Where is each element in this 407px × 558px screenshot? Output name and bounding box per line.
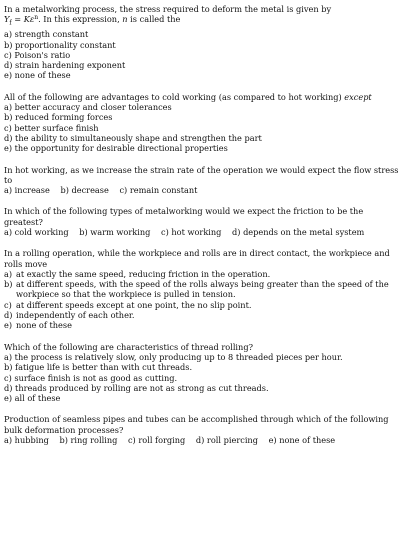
question-7-option-b: b) ring rolling bbox=[59, 435, 118, 446]
question-4-stem: In which of the following types of metalworking would we expect the friction to be the greatest? bbox=[4, 206, 364, 227]
question-1-option-b: b) proportionality constant bbox=[4, 39, 116, 50]
question-2-option-c: c) better surface finish bbox=[4, 122, 99, 133]
question-1 bbox=[4, 4, 402, 81]
question-2-stem bbox=[4, 92, 402, 102]
formula-exponent: n bbox=[34, 14, 39, 22]
question-7-option-a: a) hubbing bbox=[4, 435, 49, 446]
formula-mid: = Kε bbox=[11, 14, 35, 25]
question-5-stem: In a rolling operation, while the workpiece and rolls are in direct contact, the workpiece and rolls move bbox=[4, 248, 390, 269]
question-6-option-c: c) surface finish is not as good as cutting. bbox=[4, 372, 178, 383]
question-5-option-d bbox=[4, 310, 402, 320]
question-2-option-e: e) the opportunity for desirable directional properties bbox=[4, 143, 228, 154]
question-2-option-a: a) better accuracy and closer tolerances bbox=[4, 102, 172, 113]
question-6-option-e: e) all of these bbox=[4, 393, 61, 404]
option-text: at exactly the same speed, reducing friction in the operation. bbox=[16, 268, 271, 279]
option-text: at different speeds except at one point, the no slip point. bbox=[16, 299, 252, 310]
formula-subscript: f bbox=[9, 19, 12, 27]
option-label: d) bbox=[4, 310, 13, 321]
question-3 bbox=[4, 165, 402, 196]
question-4 bbox=[4, 206, 402, 237]
question-4-option-d: d) depends on the metal system bbox=[232, 226, 365, 237]
question-1-option-a: a) strength constant bbox=[4, 29, 89, 40]
question-2-option-d: d) the ability to simultaneously shape and strengthen the part bbox=[4, 132, 262, 143]
question-5-option-b bbox=[4, 279, 402, 300]
question-5-option-e bbox=[4, 320, 402, 330]
question-3-stem: In hot working, as we increase the strain rate of the operation we would expect the flow stress to bbox=[4, 164, 399, 185]
question-6-option-d: d) threads produced by rolling are not as strong as cut threads. bbox=[4, 382, 269, 393]
question-7 bbox=[4, 414, 402, 445]
question-5-option-c bbox=[4, 300, 402, 310]
option-text: none of these bbox=[16, 320, 72, 331]
question-5-option-a bbox=[4, 269, 402, 279]
formula-rest: . In this expression, bbox=[38, 14, 123, 25]
formula-end: is called the bbox=[127, 14, 181, 25]
question-1-option-e: e) none of these bbox=[4, 70, 71, 81]
question-5 bbox=[4, 248, 402, 330]
question-6-option-a: a) the process is relatively slow, only producing up to 8 threaded pieces per hour. bbox=[4, 351, 343, 362]
question-3-option-a: a) increase bbox=[4, 185, 50, 196]
question-7-option-d: d) roll piercing bbox=[195, 435, 258, 446]
question-1-option-c: c) Poison's ratio bbox=[4, 49, 71, 60]
option-label: e) bbox=[4, 320, 13, 331]
question-7-option-e: e) none of these bbox=[268, 435, 336, 446]
question-3-option-c: c) remain constant bbox=[119, 185, 198, 196]
question-6 bbox=[4, 342, 402, 404]
question-4-option-c: c) hot working bbox=[160, 226, 222, 237]
option-text: independently of each other. bbox=[16, 310, 135, 321]
question-7-option-c: c) roll forging bbox=[127, 435, 186, 446]
question-4-options bbox=[4, 227, 402, 237]
option-label: b) bbox=[4, 279, 13, 290]
formula-lhs: Y bbox=[4, 14, 10, 25]
question-1-formula-line bbox=[4, 14, 402, 29]
quiz-page bbox=[4, 4, 402, 456]
formula-variable: n bbox=[122, 14, 128, 25]
question-2-stem-text: All of the following are advantages to cold working (as compared to hot working) bbox=[4, 91, 345, 102]
question-3-options bbox=[4, 185, 402, 195]
question-7-stem: Production of seamless pipes and tubes can be accomplished through which of the following bulk deformation processes? bbox=[4, 414, 389, 435]
question-2-stem-italic: except bbox=[344, 91, 372, 102]
question-3-option-b: b) decrease bbox=[60, 185, 109, 196]
option-label: c) bbox=[4, 299, 12, 310]
question-7-options bbox=[4, 435, 402, 445]
question-2 bbox=[4, 92, 402, 154]
question-2-option-b: b) reduced forming forces bbox=[4, 112, 113, 123]
question-6-option-b: b) fatigue life is better than with cut threads. bbox=[4, 362, 193, 373]
option-text: at different speeds, with the speed of the rolls always being greater than the speed of the workpiece so that the workpiece is pulled in tension. bbox=[16, 279, 389, 300]
option-label: a) bbox=[4, 268, 13, 279]
question-4-option-b: b) warm working bbox=[79, 226, 151, 237]
question-6-stem: Which of the following are characteristics of thread rolling? bbox=[4, 341, 253, 352]
question-1-stem: In a metalworking process, the stress required to deform the metal is given by bbox=[4, 4, 332, 14]
question-1-option-d: d) strain hardening exponent bbox=[4, 60, 126, 71]
question-4-option-a: a) cold working bbox=[4, 226, 69, 237]
